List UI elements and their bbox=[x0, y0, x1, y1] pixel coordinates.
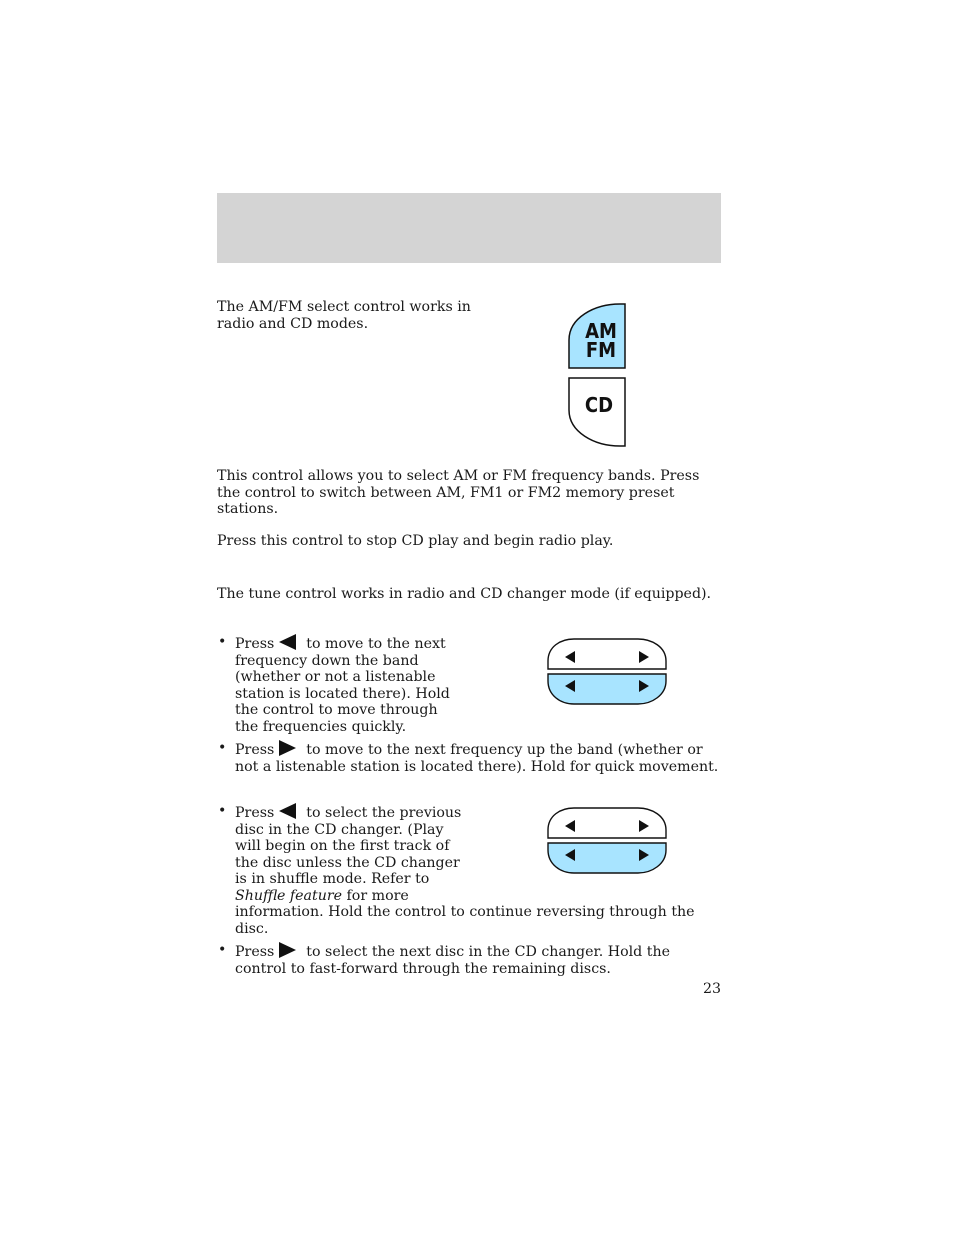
amfm-label-fm: FM bbox=[585, 338, 617, 362]
tune-intro: The tune control works in radio and CD changer mode (if equipped). bbox=[217, 586, 712, 602]
bullet-prefix: Press bbox=[235, 742, 275, 758]
shuffle-feature-reference: Shuffle feature bbox=[235, 887, 343, 904]
bullet-text: for more information. Hold the control to continue reversing through the disc. bbox=[235, 887, 695, 937]
amfm-label-am: AM bbox=[585, 319, 617, 343]
tune-lower-button bbox=[548, 843, 666, 873]
list-item bbox=[217, 740, 721, 775]
page-number: 23 bbox=[702, 981, 721, 997]
bullet-prefix: Press bbox=[235, 944, 275, 960]
bullet-prefix: Press bbox=[235, 636, 275, 652]
cd-description: Press this control to stop CD play and begin radio play. bbox=[217, 533, 614, 549]
triangle-right-icon bbox=[279, 942, 296, 958]
tune-upper-button bbox=[548, 639, 666, 669]
section-header-band bbox=[217, 193, 721, 263]
amfm-description: This control allows you to select AM or FM frequency bands. Press the control to switch between AM, FM1 or FM2 memory preset stations. bbox=[217, 468, 700, 517]
triangle-left-icon bbox=[279, 803, 296, 819]
triangle-left-icon bbox=[279, 634, 296, 650]
list-item bbox=[217, 942, 721, 977]
tune-control-figure-radio bbox=[546, 637, 668, 707]
bullet-text: to move to the next frequency down the band (whether or not a listenable station is located there). Hold the control to move through the frequencies quickly. bbox=[235, 636, 450, 735]
tune-upper-button bbox=[548, 808, 666, 838]
intro-paragraph: The AM/FM select control works in radio and CD modes. bbox=[217, 299, 471, 332]
bullet-text: to select the previous disc in the CD changer. (Play will begin on the first track of the disc unless the CD changer is in shuffle mode. Refer to bbox=[235, 805, 462, 887]
bullet-text: to move to the next frequency up the band (whether or not a listenable station is located there). Hold for quick movement. bbox=[235, 742, 719, 775]
bullet-prefix: Press bbox=[235, 805, 275, 821]
triangle-right-icon bbox=[279, 740, 296, 756]
amfm-cd-control-figure bbox=[564, 300, 630, 450]
tune-lower-button bbox=[548, 674, 666, 704]
bullet-text: to select the next disc in the CD changer. Hold the control to fast-forward through the remaining discs. bbox=[235, 944, 671, 977]
cd-label: CD bbox=[584, 393, 614, 417]
tune-control-figure-cd bbox=[546, 806, 668, 876]
